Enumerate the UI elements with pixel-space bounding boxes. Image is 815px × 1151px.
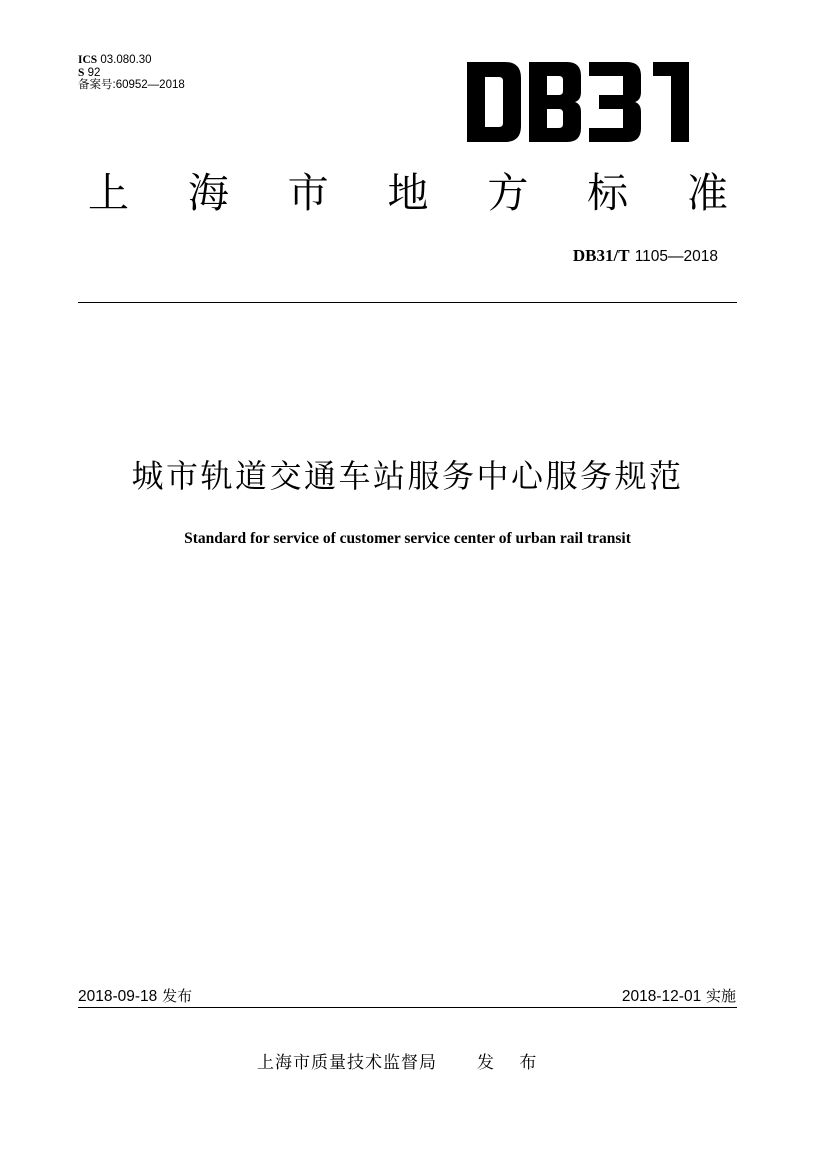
record-label: 备案号 (78, 79, 113, 91)
chinese-title: 城市轨道交通车站服务中心服务规范 (131, 457, 684, 495)
standard-code-prefix: DB31/T (572, 246, 630, 265)
ics-line (78, 54, 185, 67)
db31-logo (467, 62, 693, 142)
standard-type-char: 准 (686, 169, 728, 217)
logo-digit-3 (589, 62, 641, 142)
release-date-value: 2018-09-18 (78, 988, 158, 1005)
ics-label: ICS (78, 54, 98, 66)
publisher (257, 1048, 546, 1073)
class-value: 92 (87, 66, 101, 79)
implement-date (622, 985, 736, 1006)
english-title: Standard for service of customer service center of urban rail transit (184, 530, 631, 547)
record-value: :60952—2018 (112, 79, 185, 91)
standard-type-char: 上 (88, 169, 129, 217)
logo-digit-1 (653, 62, 689, 142)
class-label: S (78, 66, 85, 79)
standard-type-char: 市 (287, 169, 329, 217)
release-label: 发布 (162, 987, 193, 1005)
standard-code (573, 246, 718, 266)
header-divider (78, 302, 737, 303)
publisher-org: 上海市质量技术监督局 (257, 1053, 437, 1073)
class-line (78, 67, 185, 80)
ics-value: 03.080.30 (100, 54, 152, 66)
standard-type-char: 方 (487, 169, 529, 217)
standard-code-number: 1105—2018 (634, 248, 718, 265)
logo-letter-d (467, 62, 521, 142)
standard-type-char: 地 (387, 169, 429, 217)
logo-letter-b (529, 62, 581, 142)
publisher-label: 发 布 (477, 1053, 547, 1073)
footer-divider (78, 1007, 737, 1008)
standard-type-char: 标 (587, 169, 629, 217)
classification-block (78, 54, 185, 92)
implement-date-value: 2018-12-01 (621, 988, 702, 1005)
record-line (78, 79, 185, 92)
standard-type-title (88, 165, 728, 221)
implement-label: 实施 (705, 987, 736, 1005)
standard-type-char: 海 (187, 169, 229, 217)
release-date (78, 985, 192, 1006)
